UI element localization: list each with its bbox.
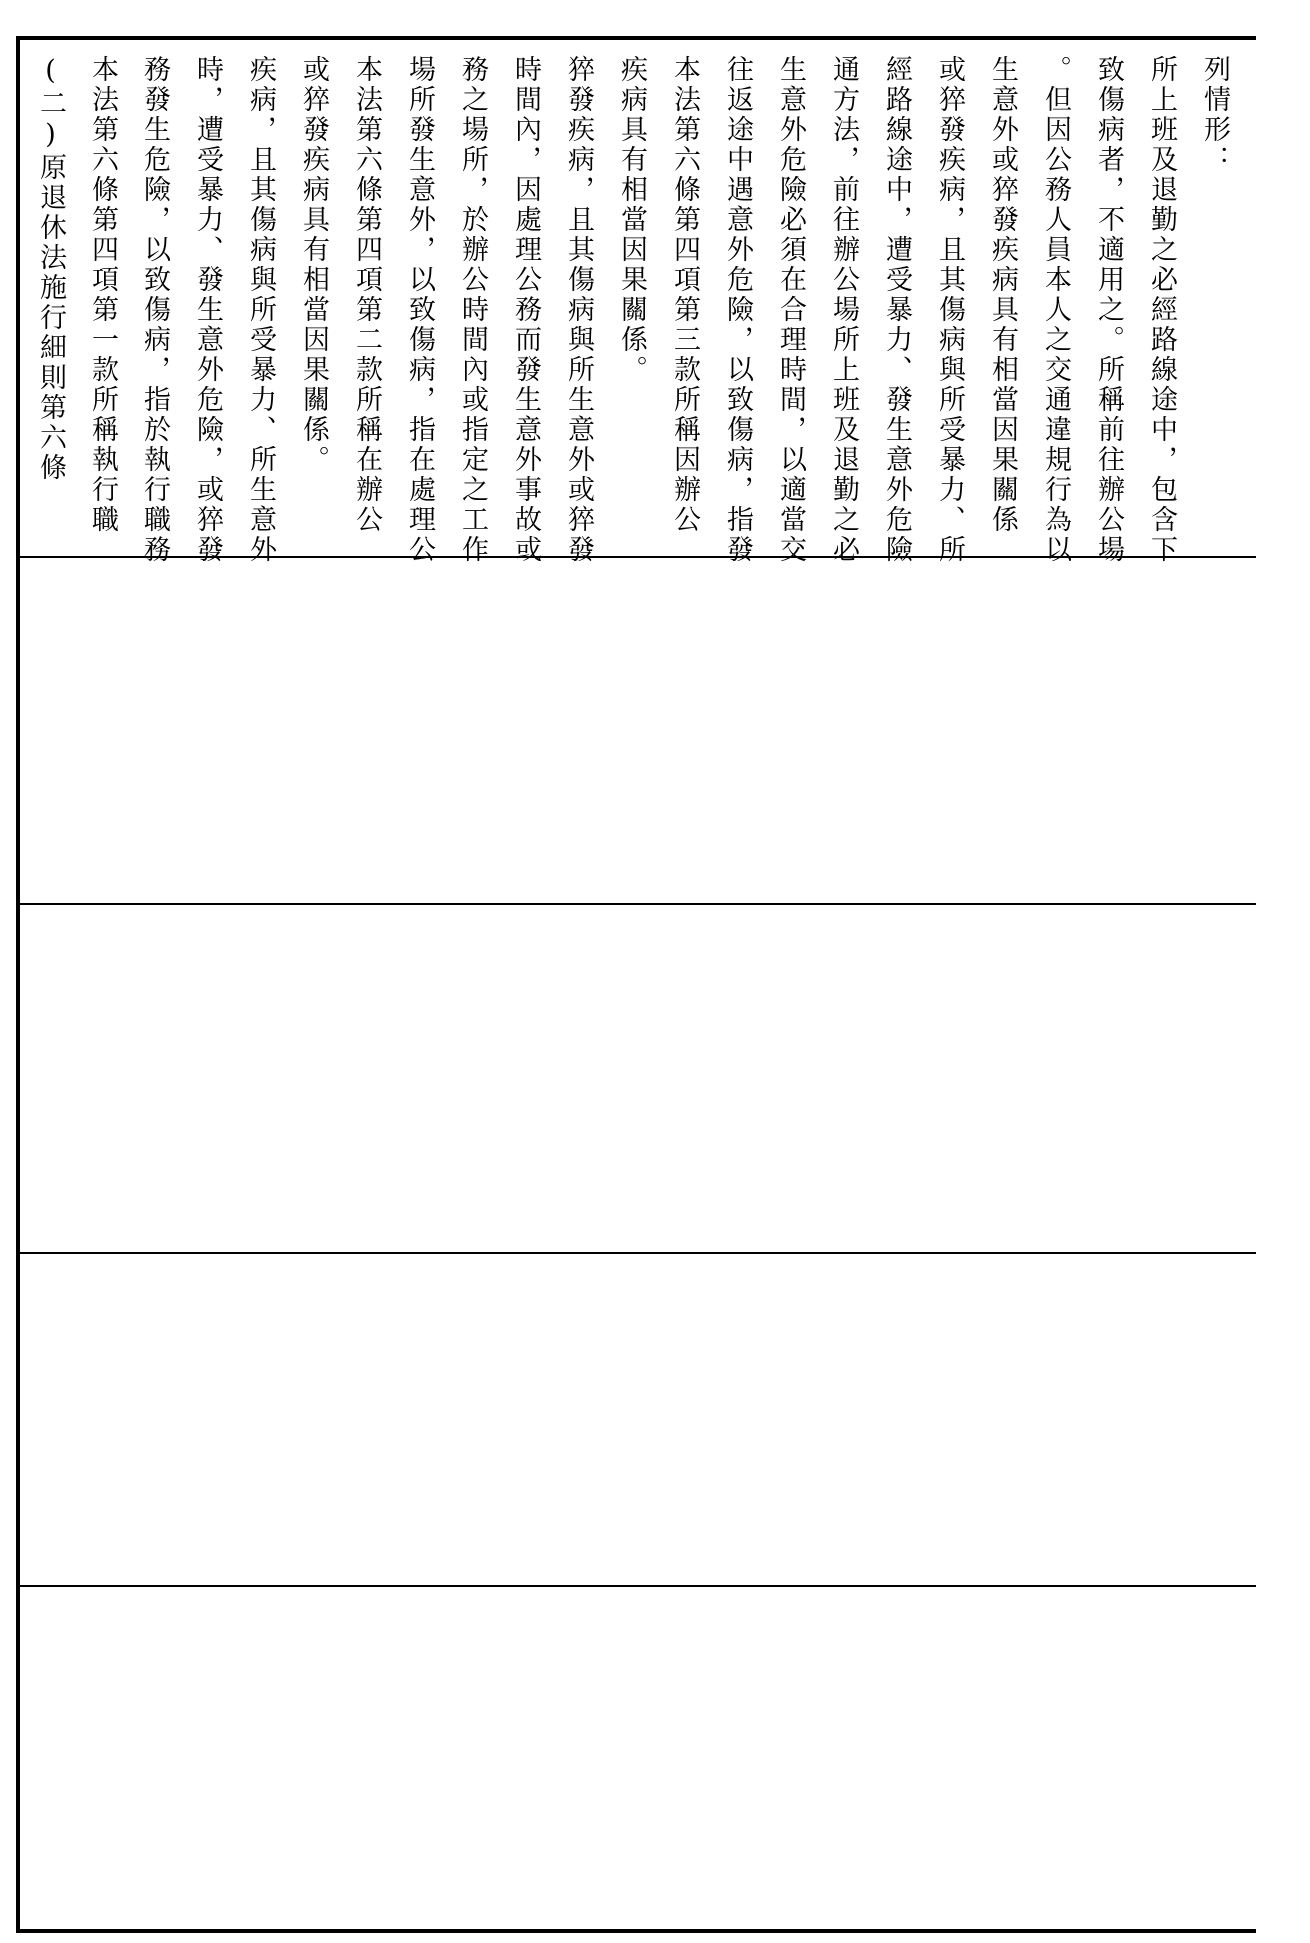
text-column: 生意外或猝發疾病具有相當因果關係 [987, 55, 1018, 535]
row-divider [16, 903, 1256, 905]
text-column: 本法第六條第四項第三款所稱因辦公 [669, 55, 700, 535]
section-heading: (二)原退休法施行細則第六條 [35, 55, 66, 483]
text-column: 場所發生意外，以致傷病，指在處理公 [404, 55, 435, 565]
text-column: 所上班及退勤之必經路線途中，包含下 [1146, 55, 1177, 565]
text-column: 本法第六條第四項第二款所稱在辦公 [351, 55, 382, 535]
text-column: 本法第六條第四項第一款所稱執行職 [87, 55, 118, 535]
top-border [16, 36, 1256, 40]
text-column: 務發生危險，以致傷病，指於執行職務 [139, 55, 170, 565]
text-column: 致傷病者，不適用之。所稱前往辦公場 [1093, 55, 1124, 565]
text-column: 經路線途中，遭受暴力、發生意外危險 [881, 55, 912, 565]
left-border [16, 36, 20, 1933]
text-column: 列情形： [1199, 55, 1230, 175]
text-column: 疾病具有相當因果關係。 [616, 55, 647, 385]
text-column: 務之場所，於辦公時間內或指定之工作 [457, 55, 488, 565]
text-column: 或猝發疾病，且其傷病與所受暴力、所 [934, 55, 965, 565]
text-column: 疾病，且其傷病與所受暴力、所生意外 [245, 55, 276, 565]
text-column: 往返途中遇意外危險，以致傷病，指發 [722, 55, 753, 565]
text-column: 時間內，因處理公務而發生意外事故或 [510, 55, 541, 565]
text-column: 時，遭受暴力、發生意外危險，或猝發 [192, 55, 223, 565]
text-column: 猝發疾病，且其傷病與所生意外或猝發 [563, 55, 594, 565]
text-column: 通方法，前往辦公場所上班及退勤之必 [828, 55, 859, 565]
bottom-border [16, 1929, 1256, 1933]
text-column: 生意外危險必須在合理時間，以適當交 [775, 55, 806, 565]
row-divider [16, 1585, 1256, 1587]
row-divider [16, 1252, 1256, 1254]
text-column: 或猝發疾病具有相當因果關係。 [298, 55, 329, 475]
text-column: 。但因公務人員本人之交通違規行為以 [1040, 55, 1071, 565]
